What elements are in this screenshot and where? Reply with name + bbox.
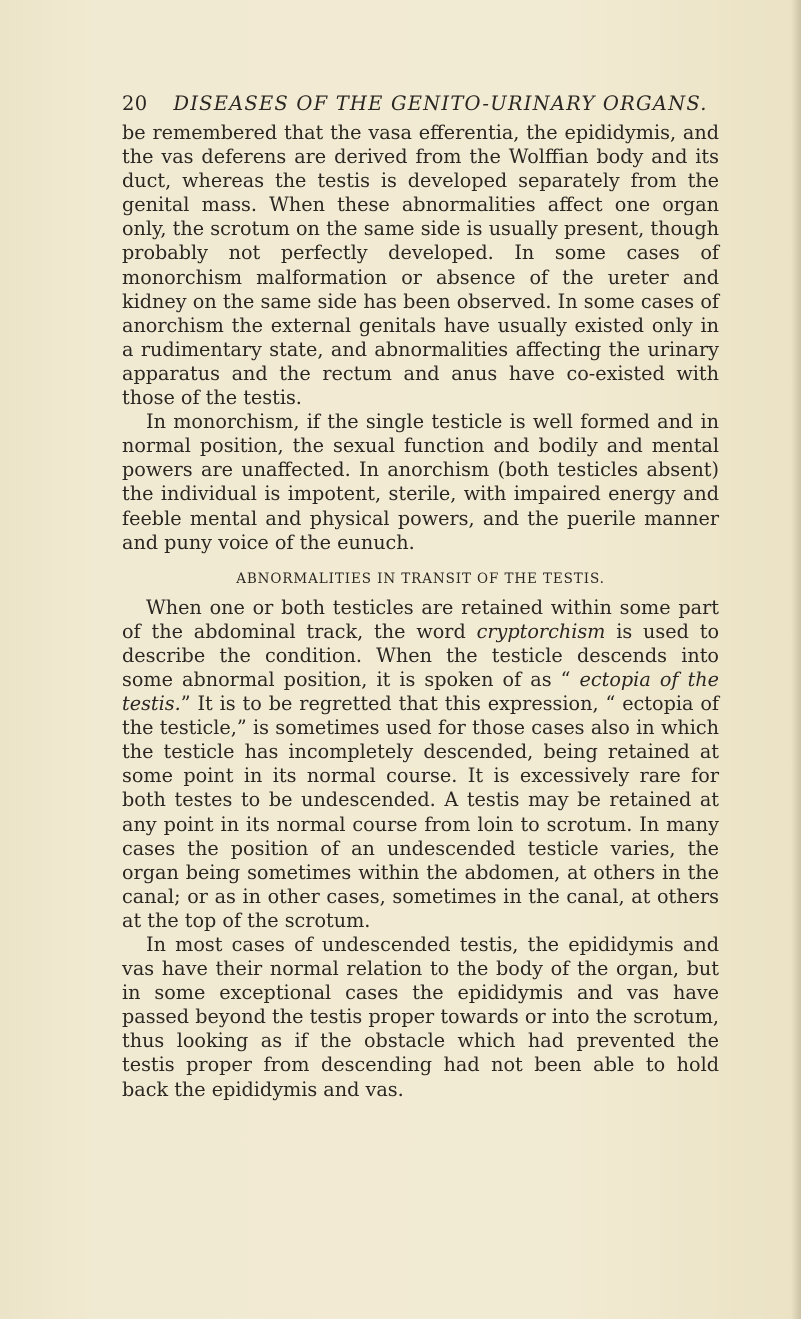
- page-number: 20: [122, 92, 148, 115]
- term-ectopia: ectopia of the testis.: [122, 667, 719, 716]
- paragraph-text-segment: ” It is to be regretted that this expression, “ ectopia of the testicle,” is sometimes used for those cases also in which the testicle has incompletely descended, being retained at some point in its normal course. It is excessively rare for both testes to be undescended. A testis may be retained at any point in its normal course from loin to scrotum. In many cases the position of an undescended testicle varies, the organ being sometimes within the abdomen, at others in the canal; or as in other cases, sometimes in the canal, at others at the top of the scrotum.: [122, 692, 719, 932]
- page-body: [122, 121, 719, 1102]
- paragraph-text-segment: When one or both testicles are retained within some part of the abdominal track, the word: [122, 595, 719, 643]
- section-heading: ABNORMALITIES IN TRANSIT OF THE TESTIS.: [236, 570, 605, 587]
- running-header: [122, 92, 722, 115]
- term-cryptorchism: cryptorchism: [476, 619, 606, 643]
- paragraph-undescended: In most cases of undescended testis, the epididymis and vas have their normal relation to the body of the organ, but in some exceptional cases the epididymis and vas have passed beyond the testis proper towards or into the scrotum, thus looking as if the obstacle which had prevented the testis proper from descending had not been able to hold back the epididymis and vas.: [122, 933, 719, 1101]
- running-head-title: DISEASES OF THE GENITO-URINARY ORGANS.: [173, 92, 708, 115]
- page-edge-shadow: [791, 0, 801, 1319]
- paragraph-continued: be remembered that the vasa efferentia, the epididymis, and the vas deferens are derived from the Wolffian body and its duct, whereas the testis is developed separately from the genital mass. When these abnormalities affect one organ only, the scrotum on the same side is usually present, though probably not perfectly developed. In some cases of monorchism malformation or absence of the ureter and kidney on the same side has been observed. In some cases of anorchism the external genitals have usually existed only in a rudimentary state, and abnormalities affecting the urinary apparatus and the rectum and anus have co-existed with those of the testis.: [122, 121, 719, 410]
- paragraph-monorchism: In monorchism, if the single testicle is well formed and in normal position, the sexual function and bodily and mental powers are unaffected. In anorchism (both testicles absent) the individual is impotent, sterile, with impaired energy and feeble mental and physical powers, and the puerile manner and puny voice of the eunuch.: [122, 410, 719, 554]
- paragraph-cryptorchism: [122, 596, 719, 933]
- paragraph-text-segment: is used to describe the condition. When the testicle descends into some abnormal position, it is spoken of as “: [122, 619, 719, 691]
